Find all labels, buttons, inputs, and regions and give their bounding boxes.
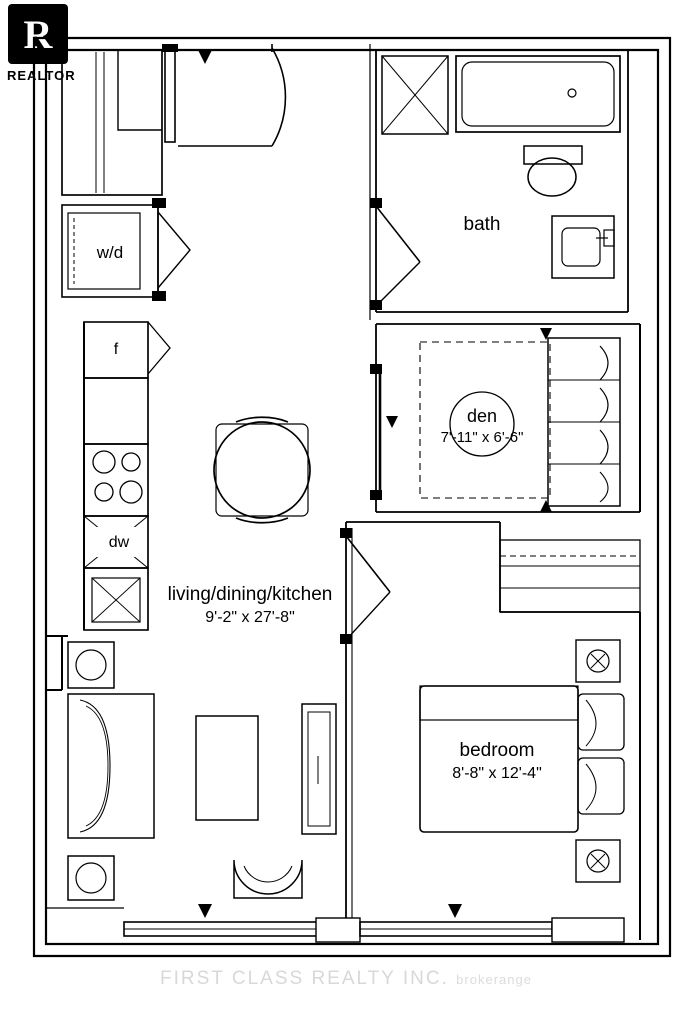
room-dimensions-den: 7'-11" x 6'-6" bbox=[440, 429, 524, 446]
room-label-bedroom: bedroom bbox=[459, 740, 535, 761]
dining-table bbox=[214, 417, 310, 522]
interior-wall-segments bbox=[46, 324, 640, 940]
balcony-window-wall bbox=[46, 908, 624, 942]
washer-dryer-closet bbox=[62, 198, 190, 301]
room-dimensions-bedroom: 8'-8" x 12'-4" bbox=[452, 765, 542, 782]
entry-door bbox=[178, 44, 285, 146]
realtor-logo-letter: R bbox=[23, 11, 53, 57]
entry-direction-arrow bbox=[198, 50, 212, 64]
appliance-label-washer-dryer: w/d bbox=[96, 243, 124, 262]
den bbox=[370, 324, 640, 512]
bathroom-door bbox=[370, 198, 420, 310]
kitchen-counters bbox=[84, 322, 170, 630]
watermark-main: FIRST CLASS REALTY INC. bbox=[160, 968, 449, 989]
bedroom bbox=[346, 522, 640, 940]
bathroom bbox=[370, 44, 628, 320]
room-dimensions-living-dining-kitchen: 9'-2" x 27'-8" bbox=[205, 609, 295, 626]
living-room-furniture bbox=[68, 642, 336, 900]
watermark-sub: brokerange bbox=[456, 972, 532, 987]
realtor-wordmark: REALTOR bbox=[7, 68, 76, 83]
room-label-living-dining-kitchen: living/dining/kitchen bbox=[167, 584, 333, 605]
bedroom-door bbox=[340, 528, 390, 644]
appliance-label-fridge: f bbox=[113, 341, 119, 358]
entry-area bbox=[62, 44, 178, 195]
room-label-den: den bbox=[466, 406, 498, 426]
appliance-label-dishwasher: dw bbox=[108, 534, 130, 551]
room-label-bath: bath bbox=[463, 214, 501, 235]
balcony-direction-arrows bbox=[198, 904, 462, 918]
